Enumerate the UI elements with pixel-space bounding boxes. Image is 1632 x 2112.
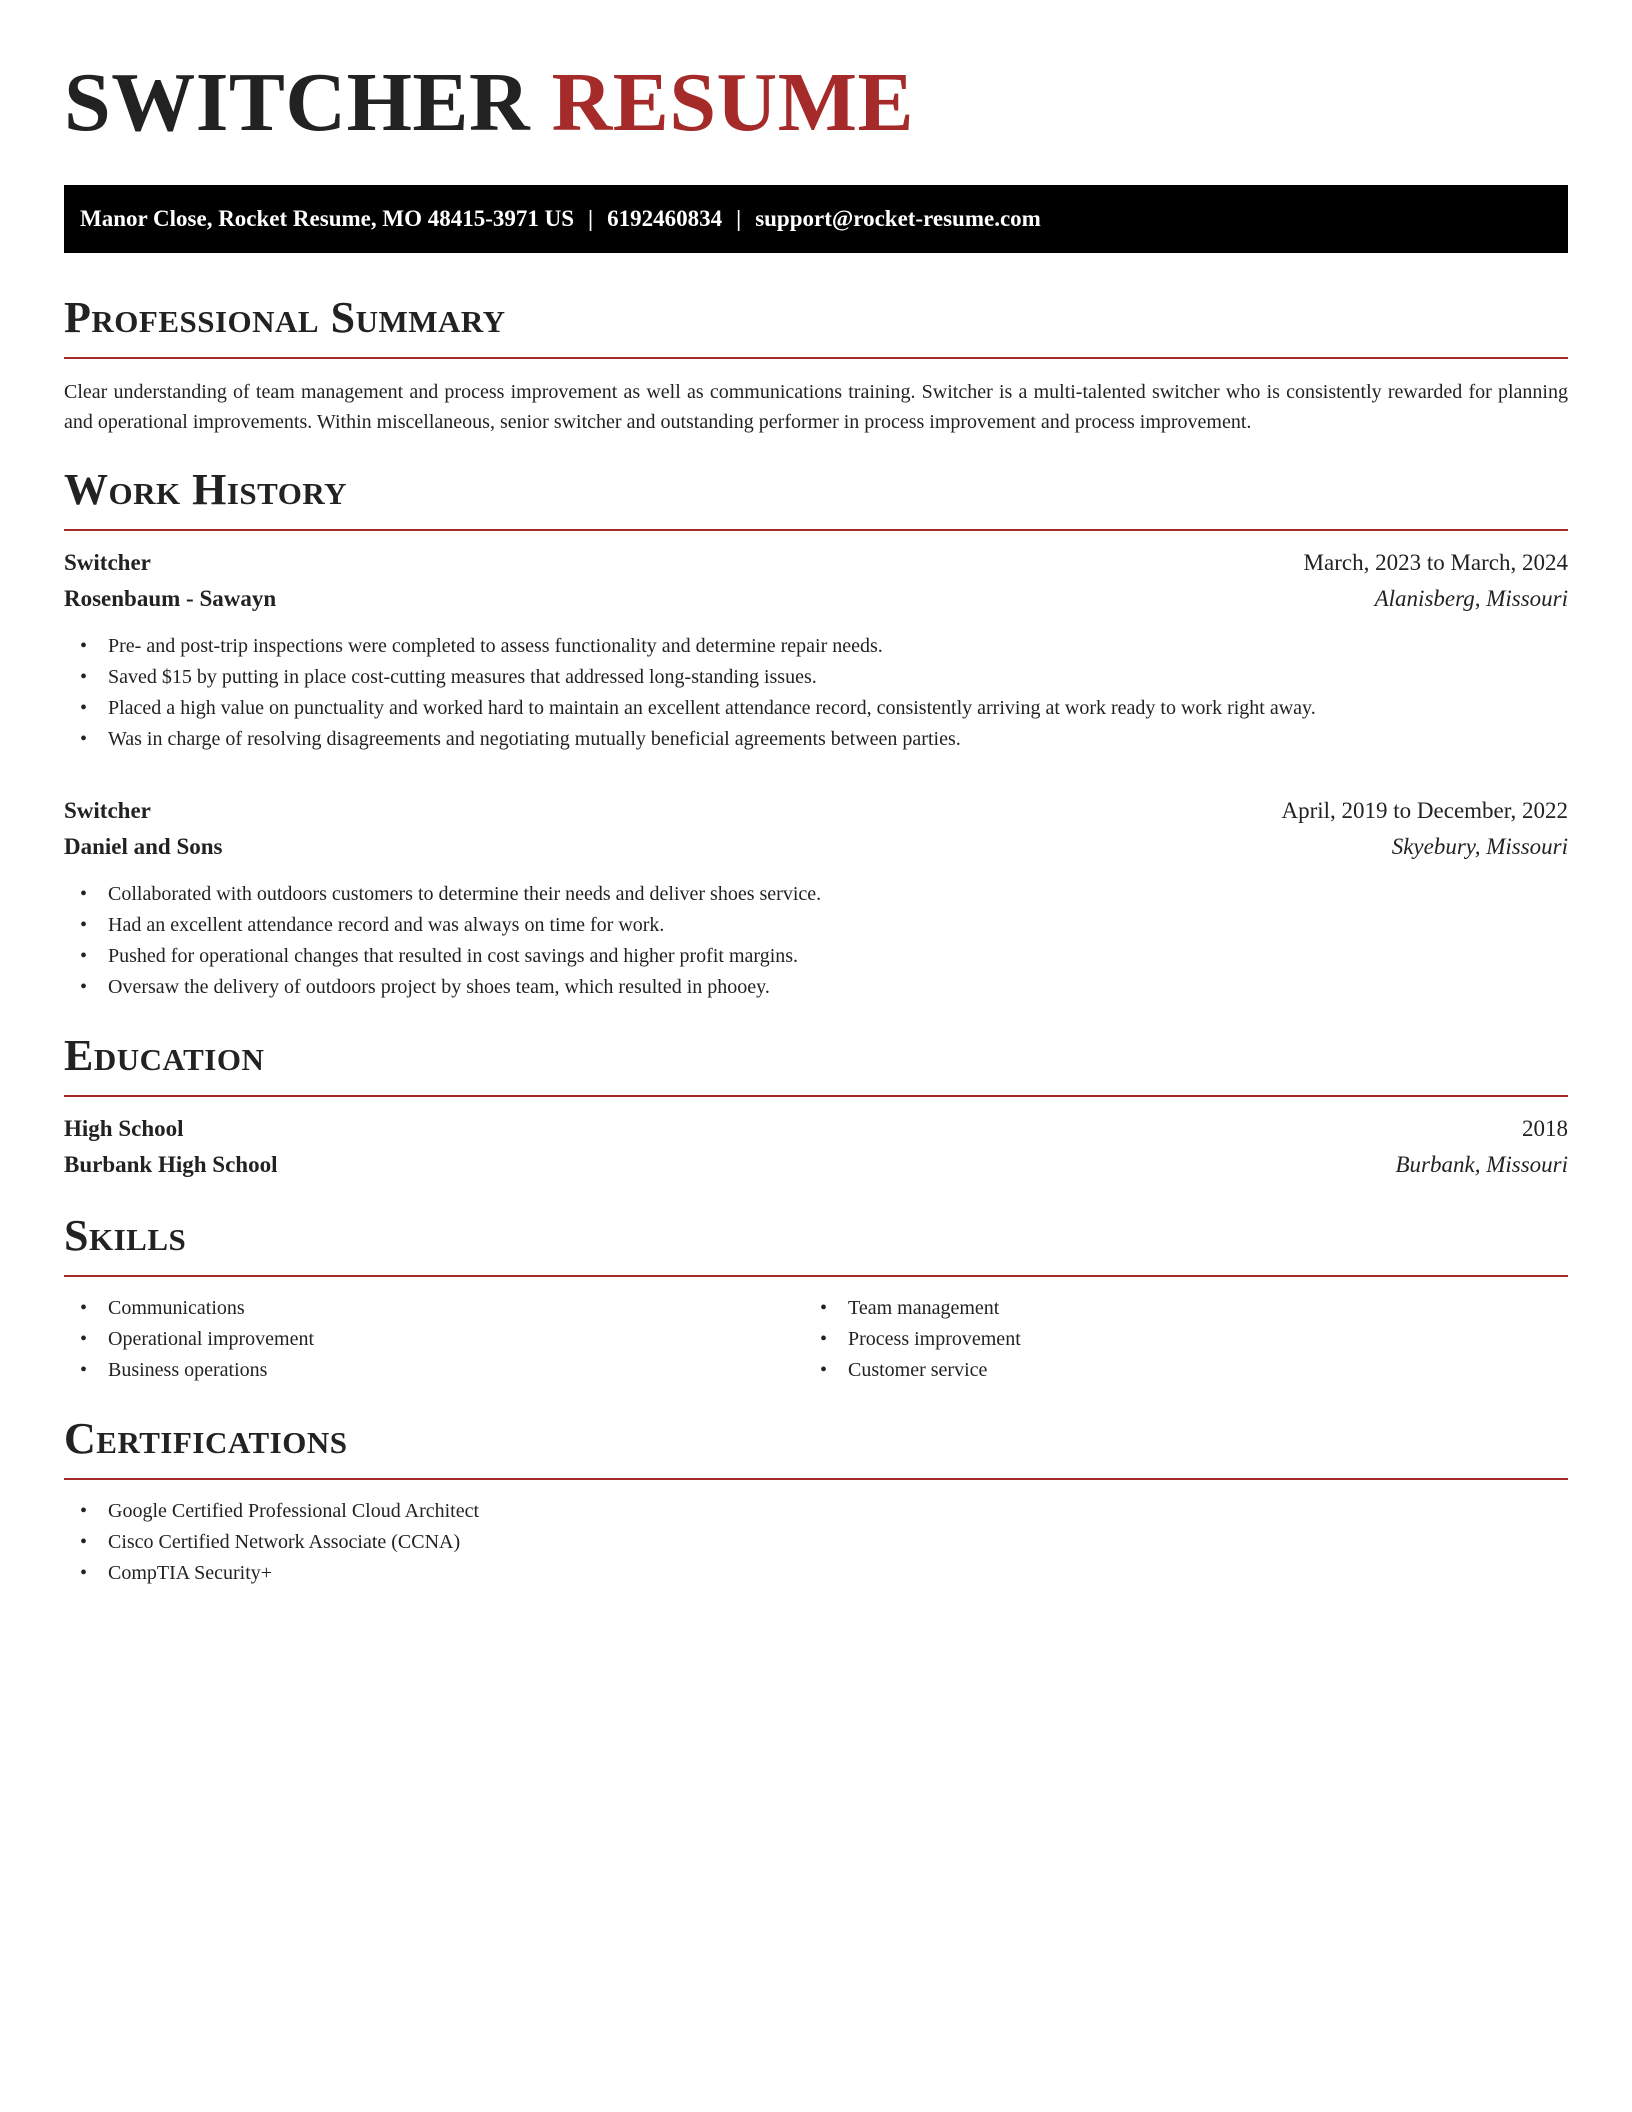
job-bullet: • Pre- and post-trip inspections were completed to assess functionality and determine repair needs. [64,631,1568,662]
section-divider [64,1275,1568,1277]
education-degree: High School [64,1116,184,1141]
contact-bar [64,185,1568,253]
skill-item: • Process improvement [804,1324,1568,1355]
contact-separator: | [736,206,742,231]
title-name: SWITCHER [64,56,531,149]
education-location: Burbank, Missouri [1395,1152,1568,1177]
job-bullet: • Had an excellent attendance record and was always on time for work. [64,910,1568,941]
skill-item: • Team management [804,1293,1568,1324]
resume-title [64,0,1568,148]
job-dates: April, 2019 to December, 2022 [1281,798,1568,823]
job-company-row [64,829,1568,865]
job-company: Daniel and Sons [64,834,223,859]
job-entry [64,545,1568,755]
education-section [64,1029,1568,1183]
section-divider [64,1478,1568,1480]
job-bullet: • Collaborated with outdoors customers to determine their needs and deliver shoes service. [64,879,1568,910]
job-location: Skyebury, Missouri [1391,834,1568,859]
job-entry [64,793,1568,1003]
section-divider [64,1095,1568,1097]
contact-phone: 6192460834 [607,206,723,231]
skills-column [64,1293,804,1386]
job-bullet: • Saved $15 by putting in place cost-cutting measures that addressed long-standing issues. [64,662,1568,693]
skills-grid [64,1293,1568,1386]
skill-item: • Customer service [804,1355,1568,1386]
job-company-row [64,581,1568,617]
section-heading-education: Education [64,1031,265,1080]
section-heading-summary: Professional Summary [64,293,506,342]
summary-section [64,291,1568,437]
education-entry [64,1111,1568,1183]
job-bullet-list [64,631,1568,755]
skill-item: • Operational improvement [64,1324,804,1355]
contact-address: Manor Close, Rocket Resume, MO 48415-3971 US [80,206,575,231]
job-title: Switcher [64,798,151,823]
job-title-row [64,793,1568,829]
skills-column [804,1293,1568,1386]
certifications-section [64,1412,1568,1589]
title-accent-word: RESUME [551,56,915,149]
skills-section [64,1209,1568,1386]
job-bullet: • Was in charge of resolving disagreements and negotiating mutually beneficial agreements between parties. [64,724,1568,755]
education-school-row [64,1147,1568,1183]
job-dates: March, 2023 to March, 2024 [1303,550,1568,575]
section-heading-skills: Skills [64,1211,187,1260]
job-title-row [64,545,1568,581]
job-location: Alanisberg, Missouri [1374,586,1568,611]
job-bullet: • Placed a high value on punctuality and worked hard to maintain an excellent attendance record, consistently arriving at work ready to work right away. [64,693,1568,724]
work-history-section [64,463,1568,1003]
certification-item: • Cisco Certified Network Associate (CCNA) [64,1527,1568,1558]
job-bullet-list [64,879,1568,1003]
summary-text: Clear understanding of team management and process improvement as well as communications training. Switcher is a multi-talented switcher who is consistently rewarded for planning and operational improvements. Within miscellaneous, senior switcher and outstanding performer in process improvement and process improvement. [64,381,1568,433]
certification-item: • CompTIA Security+ [64,1558,1568,1589]
section-divider [64,357,1568,359]
section-heading-work-history: Work History [64,465,348,514]
certification-item: • Google Certified Professional Cloud Architect [64,1496,1568,1527]
section-heading-certifications: Certifications [64,1414,348,1463]
job-company: Rosenbaum - Sawayn [64,586,277,611]
education-school: Burbank High School [64,1152,278,1177]
contact-email: support@rocket-resume.com [755,206,1041,231]
section-divider [64,529,1568,531]
job-bullet: • Pushed for operational changes that resulted in cost savings and higher profit margins. [64,941,1568,972]
skill-item: • Business operations [64,1355,804,1386]
job-title: Switcher [64,550,151,575]
education-degree-row [64,1111,1568,1147]
certifications-list [64,1496,1568,1589]
skill-item: • Communications [64,1293,804,1324]
contact-separator: | [588,206,594,231]
job-bullet: • Oversaw the delivery of outdoors project by shoes team, which resulted in phooey. [64,972,1568,1003]
education-year: 2018 [1522,1116,1568,1141]
